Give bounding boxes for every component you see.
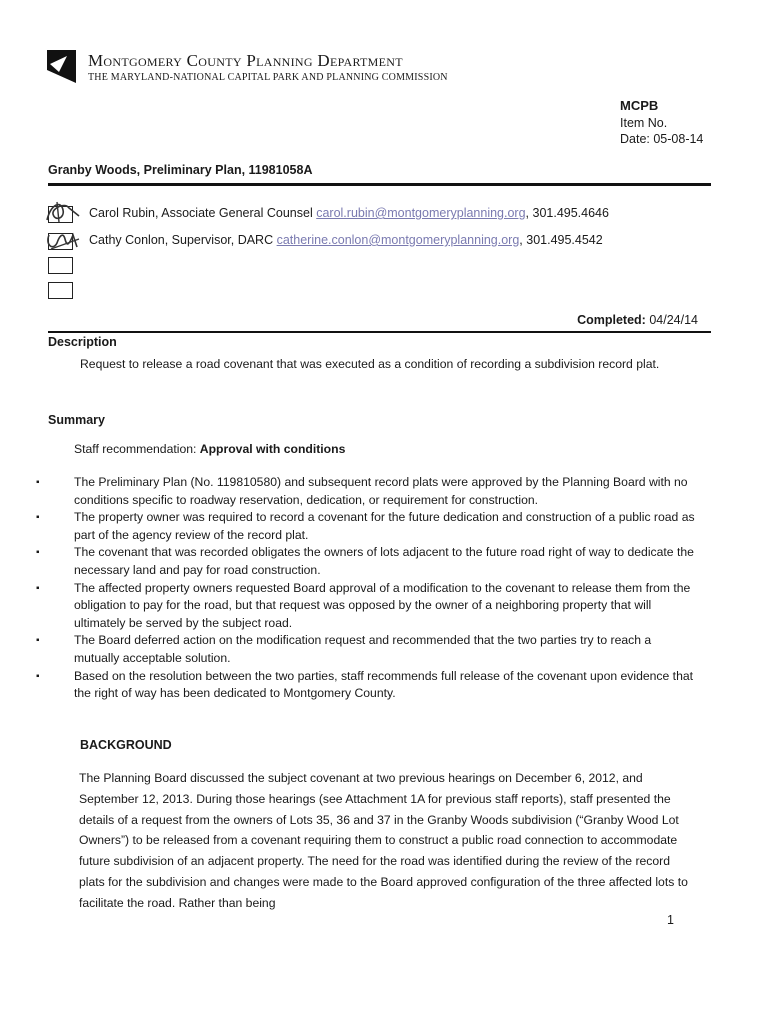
- summary-bullet: ▪ Based on the resolution between the two parties, staff recommends full release of the covenant upon evidence that the right of way has been dedicated to Montgomery County.: [36, 668, 696, 703]
- summary-bullet: ▪ The Board deferred action on the modification request and recommended that the two parties try to reach a mutually acceptable solution.: [36, 632, 696, 667]
- recommendation-value: Approval with conditions: [199, 442, 346, 456]
- signoff-checkbox-1[interactable]: [48, 206, 73, 223]
- org-subtitle: THE MARYLAND-NATIONAL CAPITAL PARK AND PLANNING COMMISSION: [88, 72, 448, 83]
- signoff-checkbox-2[interactable]: [48, 233, 73, 250]
- initials-scribble-icon: [43, 198, 83, 228]
- meta-block: [620, 98, 703, 148]
- description-heading: Description: [48, 335, 117, 349]
- summary-heading: Summary: [48, 413, 105, 427]
- mcpd-logo: [47, 50, 76, 83]
- page-number: 1: [667, 913, 674, 927]
- signoff-text-1: [89, 206, 609, 220]
- staff-recommendation: [74, 440, 345, 459]
- background-heading: BACKGROUND: [80, 738, 172, 752]
- summary-bullet: ▪ The Preliminary Plan (No. 119810580) and subsequent record plats were approved by the Planning Board with no conditions specific to roadway reservation, dedication, or requirement for construction.: [36, 474, 696, 509]
- signoff-row-4: [48, 282, 73, 299]
- summary-bullet: ▪ The covenant that was recorded obligates the owners of lots adjacent to the future road right of way to dedicate the necessary land and pay for road construction.: [36, 544, 696, 579]
- completed-value: 04/24/14: [649, 313, 698, 327]
- meeting-date: Date: 05-08-14: [620, 132, 704, 146]
- signoff-checkbox-3[interactable]: [48, 257, 73, 274]
- signoff-name-2: Cathy Conlon, Supervisor, DARC: [89, 233, 277, 247]
- signoff-row-3: [48, 257, 73, 274]
- document-title: Granby Woods, Preliminary Plan, 11981058A: [48, 163, 313, 177]
- org-name: [88, 51, 403, 71]
- title-divider: [48, 183, 711, 186]
- completed-divider: [48, 331, 711, 333]
- summary-bullets: [36, 474, 696, 703]
- initials-scribble-icon: [43, 225, 83, 255]
- signoff-checkbox-4[interactable]: [48, 282, 73, 299]
- completed-date: [577, 313, 698, 327]
- completed-label: Completed:: [577, 313, 646, 327]
- description-text: Request to release a road covenant that was executed as a condition of recording a subdivision record plat.: [80, 357, 660, 371]
- org-name-text: Montgomery County Planning Department: [88, 51, 403, 70]
- signoff-name-1: Carol Rubin, Associate General Counsel: [89, 206, 317, 220]
- item-no: Item No.: [620, 115, 668, 130]
- recommendation-label: Staff recommendation:: [74, 442, 200, 456]
- signoff-row-2: [48, 233, 603, 250]
- signoff-email-2[interactable]: catherine.conlon@montgomeryplanning.org: [276, 233, 520, 247]
- summary-bullet: ▪ The affected property owners requested Board approval of a modification to the covenant to release them from the obligation to pay for the road, but that request was opposed by the owner of a neighboring property that will ultimately be served by the subject road.: [36, 580, 696, 633]
- signoff-row-1: [48, 206, 609, 223]
- signoff-phone-1: , 301.495.4646: [525, 206, 609, 220]
- board-label: MCPB: [620, 98, 659, 113]
- signoff-email-1[interactable]: carol.rubin@montgomeryplanning.org: [316, 206, 526, 220]
- signoff-text-2: [89, 233, 603, 247]
- background-text: The Planning Board discussed the subject covenant at two previous hearings on December 6, 2012, and September 12, 2013. During those hearings (see Attachment 1A for previous staff reports), staff presented the details of a request from the owners of Lots 35, 36 and 37 in the Granby Woods subdivision (“Granby Wood Lot Owners”) to be released from a covenant requiring them to construct a public road connection to accommodate future subdivision of an adjacent property. The need for the road was identified during the review of the record plats for the subdivision and changes were made to the Board approved configuration of the three affected lots to facilitate the road. Rather than being: [79, 771, 688, 910]
- signoff-phone-2: , 301.495.4542: [519, 233, 603, 247]
- summary-bullet: ▪ The property owner was required to record a covenant for the future dedication and construction of a public road as part of the agency review of the record plat.: [36, 509, 696, 544]
